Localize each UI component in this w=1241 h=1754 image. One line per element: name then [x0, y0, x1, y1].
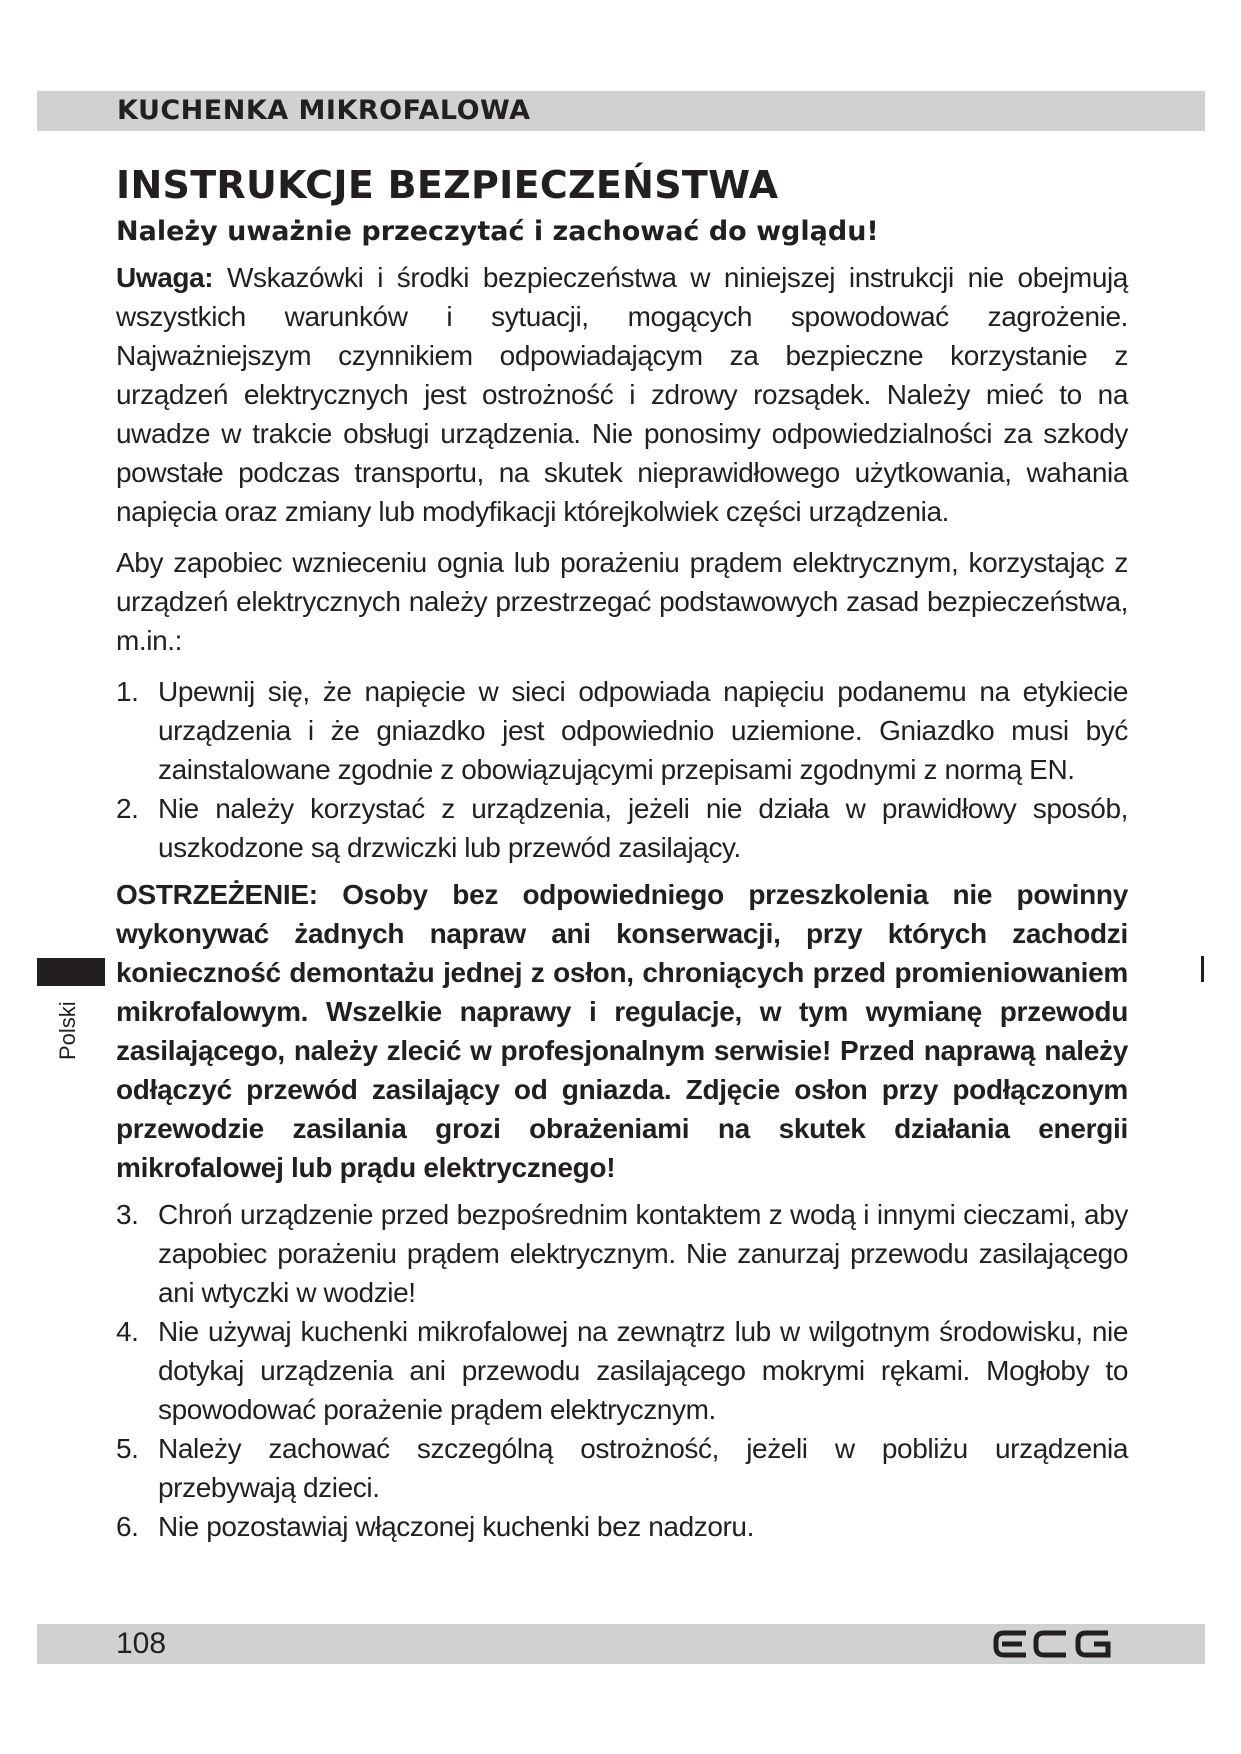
list-item-text: Nie używaj kuchenki mikrofalowej na zewnątrz lub w wilgotnym środowisku, nie dotykaj urządzenia ani przewodu zasilającego mokrymi rękami. Mogłoby to spowodować porażenie prądem elektrycznym. [158, 1316, 1128, 1425]
list-item-text: Upewnij się, że napięcie w sieci odpowiada napięciu podanemu na etykiecie urządzenia i że gniazdko jest odpowiednio uziemione. Gniazdko musi być zainstalowane zgodnie z obowiązującymi przepisami zgodnymi z normą EN. [158, 676, 1128, 785]
list-item [116, 789, 1128, 867]
note-lead: Uwaga: [116, 262, 214, 293]
list-item-text: Nie pozostawiaj włączonej kuchenki bez nadzoru. [158, 1511, 754, 1542]
page-subtitle: Należy uważnie przeczytać i zachować do wglądu! [116, 216, 879, 247]
list-item-number: 3. [116, 1199, 139, 1230]
note-paragraph [116, 258, 1128, 531]
safety-list-second [116, 1195, 1128, 1546]
header-bar [37, 91, 1205, 131]
page-number: 108 [116, 1627, 167, 1660]
ecg-logo [992, 1629, 1112, 1659]
language-label: Polski [55, 1001, 80, 1060]
list-item [116, 1312, 1128, 1429]
list-item [116, 672, 1128, 789]
footer-bar [37, 1624, 1205, 1664]
intro-paragraph: Aby zapobiec wznieceniu ognia lub porażeniu prądem elektrycznym, korzystając z urządzeń elektrycznych należy przestrzegać podstawowych zasad bezpieczeństwa, m.in.: [116, 547, 1128, 656]
language-tab-marker [37, 958, 105, 986]
list-item-number: 6. [116, 1511, 139, 1542]
page-content [116, 160, 1128, 1554]
list-item-text: Nie należy korzystać z urządzenia, jeżeli nie działa w prawidłowy sposób, uszkodzone są drzwiczki lub przewód zasilający. [158, 793, 1128, 863]
list-item-text: Chroń urządzenie przed bezpośrednim kontaktem z wodą i innymi cieczami, aby zapobiec porażeniu prądem elektrycznym. Nie zanurzaj przewodu zasilającego ani wtyczki w wodzie! [158, 1199, 1128, 1308]
list-item-number: 4. [116, 1316, 139, 1347]
list-item-number: 1. [116, 676, 139, 707]
list-item-number: 2. [116, 793, 139, 824]
page-title: INSTRUKCJE BEZPIECZEŃSTWA [116, 163, 779, 207]
safety-list-first [116, 672, 1128, 867]
list-item [116, 1507, 1128, 1546]
list-item-text: Należy zachować szczególną ostrożność, jeżeli w pobliżu urządzenia przebywają dzieci. [158, 1433, 1128, 1503]
list-item-number: 5. [116, 1433, 139, 1464]
header-title: KUCHENKA MIKROFALOWA [117, 95, 531, 126]
note-text: Wskazówki i środki bezpieczeństwa w niniejszej instrukcji nie obejmują wszystkich warunków i sytuacji, mogących spowodować zagrożenie. Najważniejszym czynnikiem odpowiadającym za bezpieczne korzystanie z urządzeń elektrycznych jest ostrożność i zdrowy rozsądek. Należy mieć to na uwadze w trakcie obsługi urządzenia. Nie ponosimy odpowiedzialności za szkody powstałe podczas transportu, na skutek nieprawidłowego użytkowania, wahania napięcia oraz zmiany lub modyfikacji którejkolwiek części urządzenia. [116, 262, 1128, 527]
warning-paragraph: OSTRZEŻENIE: Osoby bez odpowiedniego przeszkolenia nie powinny wykonywać żadnych napraw ani konserwacji, przy których zachodzi konieczność demontażu jednej z osłon, chroniących przed promieniowaniem mikrofalowym. Wszelkie naprawy i regulacje, w tym wymianę przewodu zasilającego, należy zlecić w profesjonalnym serwisie! Przed naprawą należy odłączyć przewód zasilający od gniazda. Zdjęcie osłon przy podłączonym przewodzie zasilania grozi obrażeniami na skutek działania energii mikrofalowej lub prądu elektrycznego! [116, 879, 1128, 1183]
list-item [116, 1195, 1128, 1312]
list-item [116, 1429, 1128, 1507]
margin-mark [1201, 956, 1204, 982]
